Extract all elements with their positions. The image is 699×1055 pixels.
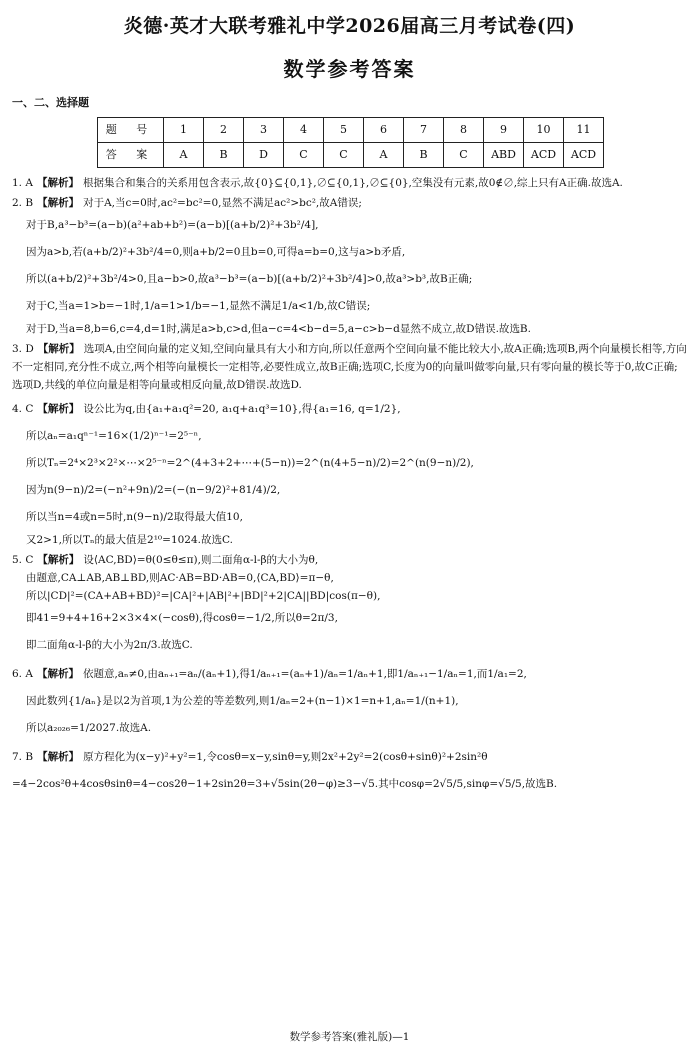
solution-line: 对于C,当a=1>b=−1时,1/a=1>1/b=−1,显然不满足1/a<1/b,故C错误; <box>26 300 371 312</box>
solution-q5 <box>12 551 688 659</box>
solution-line: 所以当n=4或n=5时,n(9−n)/2取得最大值10, <box>26 511 243 523</box>
solution-line <box>12 194 688 212</box>
solution-text: 对于A,当c=0时,ac²=bc²=0,显然不满足ac²>bc²,故A错误; <box>83 197 362 209</box>
solution-line <box>12 661 688 688</box>
solution-text: 选B. <box>509 323 531 335</box>
question-number-row <box>98 118 604 143</box>
solution-line: 即二面角α-l-β的大小为2π/3.故选C. <box>26 639 193 651</box>
question-number-cell: 11 <box>564 118 604 143</box>
solution-line: 因此数列{1/aₙ}是以2为首项,1为公差的等差数列,则1/aₙ=2+(n−1)×1=n+1,aₙ=1/(n+1), <box>26 695 459 707</box>
solution-text: 根据集合和集合的关系用包含表示,故{0}⊆{0,1},∅⊆{0,1},∅⊆{0},空集没有元素,故0∉∅,综上 <box>82 177 539 189</box>
analysis-tag: 【解析】 <box>37 751 80 763</box>
solution-line: =4−2cos²θ+4cosθsinθ=4−cos2θ−1+2sin2θ=3+√5sin(2θ−φ)≥3−√5.其中cosφ=2√5/5,sinφ=√5/5,故选B. <box>12 778 558 790</box>
solution-q4 <box>12 396 688 549</box>
question-number: 6. A <box>12 668 33 680</box>
question-number: 5. C <box>12 554 34 566</box>
solution-text: 只有A正确.故选A. <box>538 177 623 189</box>
question-number-cell: 2 <box>204 118 244 143</box>
question-number: 7. B <box>12 751 34 763</box>
solution-text: 原方程化为(x−y)²+y²=1,令cosθ=x−y,sinθ=y,则2x²+2y²=2(cosθ+sinθ)²+2sin²θ <box>83 751 488 763</box>
question-number-cell: 4 <box>284 118 324 143</box>
solution-text: 依题意,aₙ≠0,由aₙ₊₁=aₙ/(aₙ+1),得1/aₙ₊₁=(aₙ+1)/aₙ=1/aₙ+1,即1/aₙ₊₁−1/aₙ=1,而1/a₁=2, <box>82 668 527 680</box>
analysis-tag: 【解析】 <box>37 197 80 209</box>
solution-line: 对于B,a³−b³=(a−b)(a²+ab+b²)=(a−b)[(a+b/2)²+3b²/4], <box>26 219 319 231</box>
solution-line: 所以(a+b/2)²+3b²/4>0,且a−b>0,故a³−b³=(a−b)[(a+b/2)²+3b²/4]>0,故a³>b³,故B正确; <box>26 273 473 285</box>
page-footer: 数学参考答案(雅礼版)—1 <box>289 1031 410 1043</box>
solution-text: 设公比为q,由{a₁+a₁q²=20, a₁q+a₁q³=10},得{a₁=16, q=1/2}, <box>83 403 401 415</box>
question-number-cell: 5 <box>324 118 364 143</box>
solution-line: 因为n(9−n)/2=(−n²+9n)/2=(−(n−9/2)²+81/4)/2, <box>26 484 281 496</box>
question-number: 1. A <box>12 177 33 189</box>
answer-cell: ACD <box>564 143 604 168</box>
solution-q7 <box>12 744 688 798</box>
question-number-cell: 7 <box>404 118 444 143</box>
analysis-tag: 【解析】 <box>36 668 79 680</box>
solution-line <box>12 744 688 771</box>
solution-line: 即41=9+4+16+2×3×4×(−cosθ),得cosθ=−1/2,所以θ=2π/3, <box>26 612 338 624</box>
question-number: 4. C <box>12 403 34 415</box>
question-number-cell: 3 <box>244 118 284 143</box>
answer-cell: C <box>284 143 324 168</box>
solution-text: 相反向量,故D错误.故选D. <box>180 379 302 391</box>
solution-line: 因为a>b,若(a+b/2)²+3b²/4=0,则a+b/2=0且b=0,可得a=b=0,这与a>b矛盾, <box>26 246 406 258</box>
solution-line <box>12 174 688 192</box>
solution-q1 <box>12 174 688 192</box>
solution-line: 由题意,CA⊥AB,AB⊥BD,则AC·AB=BD·AB=0,⟨CA,BD⟩=π−θ, <box>26 572 334 584</box>
solution-line: 所以|CD|²=(CA+AB+BD)²=|CA|²+|AB|²+|BD|²+2|CA||BD|cos(π−θ), <box>26 590 381 602</box>
question-number-cell: 9 <box>484 118 524 143</box>
answer-cell: B <box>404 143 444 168</box>
solution-text: 确;选项B,两个向量模长相等,方向不一定相同,充分性不成立,两个相等向量模长一定相等,必要性成立,故B正 <box>12 343 687 373</box>
question-number: 3. D <box>12 343 34 355</box>
analysis-tag: 【解析】 <box>37 403 80 415</box>
answer-cell: C <box>324 143 364 168</box>
question-number-cell: 1 <box>164 118 204 143</box>
answer-row <box>98 143 604 168</box>
solution-line <box>12 340 688 394</box>
question-number: 2. B <box>12 197 34 209</box>
answer-key-title: 数学参考答案 <box>283 57 416 81</box>
row-label-number: 题 号 <box>98 118 164 143</box>
solution-line: 又2>1,所以Tₙ的最大值是2¹⁰=1024.故选C. <box>26 534 233 546</box>
solution-text: 选项A,由空间向量的定义知,空间向量具有大小和方向,所以任意两个空间向量不能比较大小,故A正 <box>83 343 533 355</box>
row-label-answer: 答 案 <box>98 143 164 168</box>
answer-cell: A <box>164 143 204 168</box>
solution-text: 设⟨AC,BD⟩=θ(0≤θ≤π),则二面角α-l-β的大小为θ, <box>83 554 319 566</box>
solution-line <box>12 396 688 423</box>
question-number-cell: 10 <box>524 118 564 143</box>
solution-line: 所以Tₙ=2⁴×2³×2²×⋯×2⁵⁻ⁿ=2^(4+3+2+⋯+(5−n))=2^(n(4+5−n)/2)=2^(n(9−n)/2), <box>26 457 474 469</box>
answer-cell: D <box>244 143 284 168</box>
question-number-cell: 8 <box>444 118 484 143</box>
answer-cell: C <box>444 143 484 168</box>
analysis-tag: 【解析】 <box>36 177 79 189</box>
solution-line: 所以aₙ=a₁qⁿ⁻¹=16×(1/2)ⁿ⁻¹=2⁵⁻ⁿ, <box>26 430 202 442</box>
solutions-body <box>12 174 688 800</box>
answer-table <box>97 117 604 168</box>
answer-cell: ACD <box>524 143 564 168</box>
solution-line <box>12 551 688 569</box>
question-number-cell: 6 <box>364 118 404 143</box>
answer-cell: B <box>204 143 244 168</box>
solution-line <box>12 320 688 338</box>
analysis-tag: 【解析】 <box>37 343 80 355</box>
solution-line: 所以a₂₀₂₆=1/2027.故选A. <box>26 722 152 734</box>
exam-title: 炎德·英才大联考雅礼中学2026届高三月考试卷(四) <box>123 15 576 37</box>
solution-q6 <box>12 661 688 742</box>
analysis-tag: 【解析】 <box>37 554 80 566</box>
solution-q3 <box>12 340 688 394</box>
answer-cell: ABD <box>484 143 524 168</box>
section-heading: 一、二、选择题 <box>12 96 89 109</box>
solution-text: 确;选项C,长度为0的向量叫做零向量,只有零向量的模长等于0,故C正确;选项D,共线的单位向量是相等向量或 <box>12 361 678 391</box>
answer-cell: A <box>364 143 404 168</box>
solution-text: 对于D,当a=8,b=6,c=4,d=1时,满足a>b,c>d,但a−c=4<b−d=5,a−c>b−d显然不成立,故D错误.故 <box>26 323 510 335</box>
solution-q2 <box>12 194 688 338</box>
